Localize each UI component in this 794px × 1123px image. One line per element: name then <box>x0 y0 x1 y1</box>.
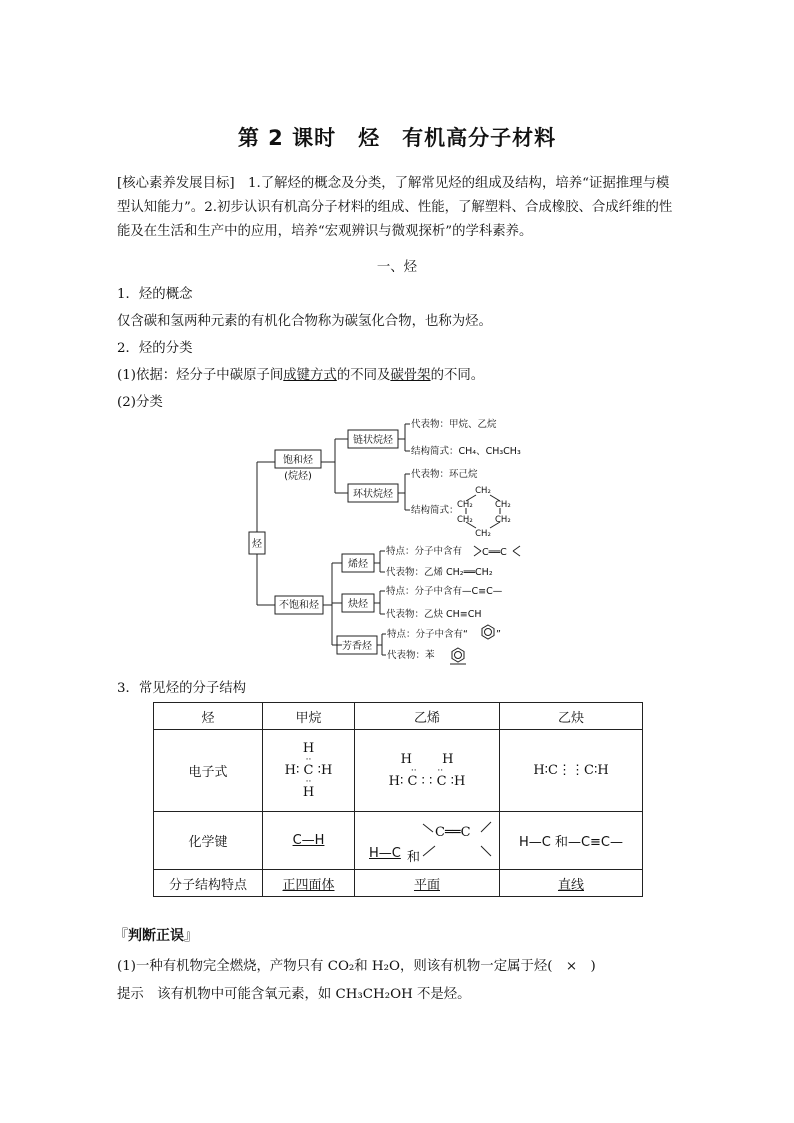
judge-heading-text: 判断正误 <box>128 928 184 944</box>
diagram-root: 烃 <box>252 539 262 550</box>
basis-blank-2: 碳骨架 <box>390 368 431 383</box>
acetylene-bond: H—C 和—C≡C— <box>500 812 643 870</box>
diagram-cyclo-rep: 代表物：环己烷 <box>411 469 478 480</box>
ring-ch2-bottom: CH₂ <box>475 529 491 539</box>
diagram-aromatic-feature-end: ” <box>496 629 501 640</box>
methane-h-bottom: H <box>302 784 315 800</box>
header-hydrocarbon: 烃 <box>154 703 263 730</box>
ethylene-bond <box>355 812 500 870</box>
diagram-alkyne-rep: 代表物：乙炔 CH≡CH <box>386 609 482 620</box>
diagram-chain-alkane: 链状烷烃 <box>353 435 393 446</box>
methane-row: H∶ C ∶H <box>284 762 333 778</box>
acetylene-shape <box>500 870 643 897</box>
ethylene-bond-ch: H—C <box>369 846 401 861</box>
methane-bond <box>263 812 355 870</box>
ethylene-shape <box>355 870 500 897</box>
ring-ch2-lower-right: CH₂ <box>495 515 511 525</box>
acetylene-electron-formula: H∶C⋮⋮C∶H <box>500 730 643 812</box>
ring-ch2-upper-right: CH₂ <box>495 500 511 510</box>
ethylene-bond-and: 和 <box>407 850 421 865</box>
diagram-alkene: 烯烃 <box>348 559 368 570</box>
ethylene-bond-lines <box>419 818 499 864</box>
classification-heading: 2．烃的分类 <box>117 341 193 356</box>
judge-heading: 『判断正误』 <box>114 928 198 944</box>
judge-question-1: (1)一种有机物完全燃烧，产物只有 CO₂和 H₂O，则该有机物一定属于烃( × ) <box>117 959 596 974</box>
diagram-cyclo-formula-label: 结构简式： <box>411 505 459 516</box>
header-ethylene: 乙烯 <box>355 703 500 730</box>
diagram-alkyne: 炔烃 <box>348 599 368 610</box>
diagram-alkene-cc: C══C <box>482 547 507 558</box>
methane-electron-formula: H ·· H∶ C ∶H ·· H <box>263 730 355 812</box>
methane-h-top: H <box>302 740 315 756</box>
diagram-saturated-alias: (烷烃) <box>284 471 312 482</box>
diagram-alkene-rep: 代表物：乙烯 CH₂══CH₂ <box>386 567 493 578</box>
core-goals-text: 1.了解烃的概念及分类，了解常见烃的组成及结构，培养“证据推理与模型认知能力”。2.初步认识有机高分子材料的组成、性能，了解塑料、合成橡胶、合成纤维的性能及在生活和生产中的应用，培养“宏观辨识与微观探析”的学科素养。 <box>117 176 673 239</box>
diagram-chain-rep: 代表物：甲烷、乙烷 <box>411 419 497 430</box>
methane-shape-text: 正四面体 <box>282 877 335 893</box>
ring-ch2-top: CH₂ <box>475 486 491 496</box>
methane-bond-text: C—H <box>292 833 325 848</box>
diagram-cyclo-alkane: 环状烷烃 <box>353 489 393 500</box>
core-goals <box>117 172 682 244</box>
diagram-aromatic-feature: 特点：分子中含有“ <box>387 629 468 640</box>
concept-heading: 1．烃的概念 <box>117 287 193 302</box>
section-heading: 一、烃 <box>376 260 418 275</box>
ethylene-row: H∶ C ∶ ∶ C ∶H <box>388 773 466 789</box>
header-acetylene: 乙炔 <box>500 703 643 730</box>
core-goals-label: [核心素养发展目标] <box>117 176 235 191</box>
basis-mid: 的不同及 <box>336 368 391 383</box>
basis-suffix: 的不同。 <box>430 368 485 383</box>
ethylene-bond-cc: C══C <box>435 825 471 840</box>
ethylene-electron-formula: H H ·· ·· H∶ C ∶ ∶ C ∶H <box>355 730 500 812</box>
row-label-bond: 化学键 <box>154 812 263 870</box>
classification-basis <box>117 364 484 383</box>
diagram-alkyne-feature: 特点：分子中含有—C≡C— <box>386 586 503 597</box>
ethylene-shape-text: 平面 <box>413 877 440 893</box>
diagram-unsaturated: 不饱和烃 <box>279 600 319 611</box>
ring-ch2-upper-left: CH₂ <box>457 500 473 510</box>
page-title: 第 2 课时 烃 有机高分子材料 <box>237 126 557 150</box>
methane-shape <box>263 870 355 897</box>
ring-ch2-lower-left: CH₂ <box>457 515 473 525</box>
diagram-aromatic: 芳香烃 <box>342 641 372 652</box>
diagram-alkene-feature: 特点：分子中含有 <box>386 546 463 557</box>
judge-hint-text: 该有机物中可能含氧元素，如 CH₃CH₂OH 不是烃。 <box>143 987 471 1002</box>
row-label-shape: 分子结构特点 <box>154 870 263 897</box>
classify-label: (2)分类 <box>117 395 163 410</box>
concept-text: 仅含碳和氢两种元素的有机化合物称为碳氢化合物，也称为烃。 <box>117 314 492 329</box>
judge-hint-label: 提示 <box>117 987 144 1002</box>
diagram-aromatic-rep: 代表物：苯 <box>387 650 435 661</box>
diagram-saturated: 饱和烃 <box>283 455 313 466</box>
basis-prefix: (1)依据：烃分子中碳原子间 <box>117 368 284 383</box>
header-methane: 甲烷 <box>263 703 355 730</box>
classification-diagram <box>240 412 540 667</box>
basis-blank-1: 成键方式 <box>283 368 337 383</box>
judge-hint <box>117 983 471 1002</box>
row-label-electron: 电子式 <box>154 730 263 812</box>
acetylene-shape-text: 直线 <box>557 877 584 893</box>
ethylene-h-top: H H <box>400 751 454 767</box>
structure-heading: 3．常见烃的分子结构 <box>117 681 247 696</box>
structure-table <box>153 702 643 897</box>
diagram-chain-formula: 结构简式：CH₄、CH₃CH₃ <box>411 446 521 457</box>
